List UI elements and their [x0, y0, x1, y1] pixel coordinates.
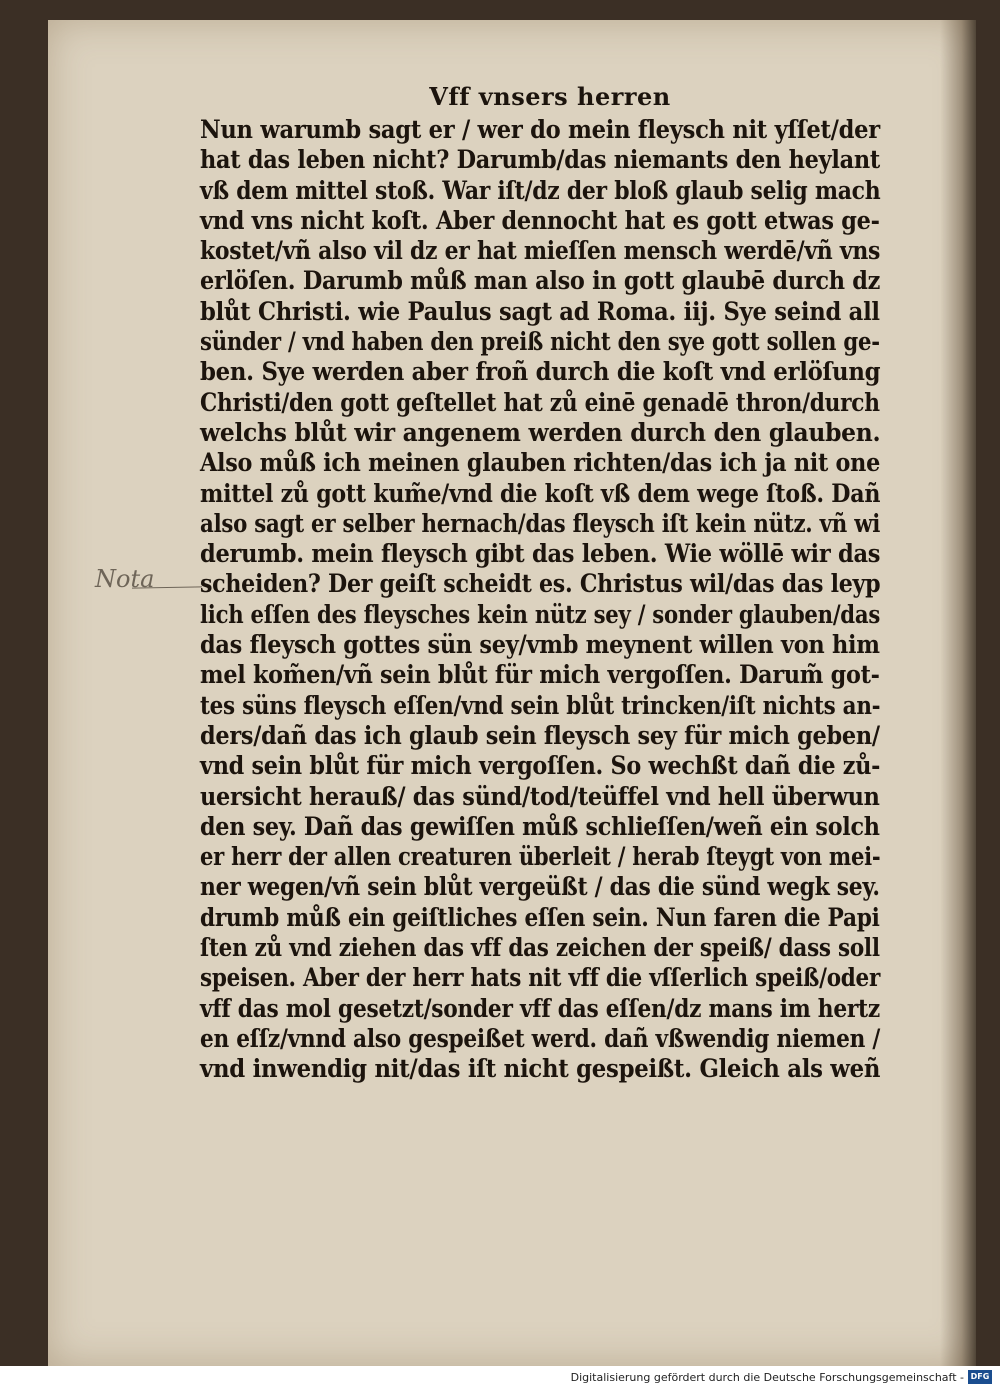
text-line: Also můß ich meinen glauben richten/das ich ja nit one	[200, 448, 881, 478]
text-line: tes süns fleysch eſſen/vnd sein blůt trincken/iſt nichts an-	[200, 690, 881, 720]
text-line: vnd sein blůt für mich vergoſſen. So wechßt dañ die zů-	[200, 751, 881, 781]
text-line: speisen. Aber der herr hats nit vff die vſſerlich speiß/oder	[200, 963, 881, 993]
text-line: blůt Christi. wie Paulus sagt ad Roma. iij. Sye seind all	[200, 296, 880, 326]
text-line: lich eſſen des fleysches kein nütz sey / sonder glauben/das	[200, 599, 881, 629]
text-line: ner wegen/vñ sein blůt vergeüßt / das die sünd wegk sey.	[200, 872, 880, 902]
text-line: er herr der allen creaturen überleit / herab ſteygt von mei-	[200, 842, 881, 872]
text-line: mel kom̃en/vñ sein blůt für mich vergoſſen. Darum̃ got-	[200, 660, 880, 690]
text-line: das fleysch gottes sün sey/vmb meynent willen von him	[200, 630, 880, 660]
text-line: erlöſen. Darumb můß man also in gott glaubē durch dz	[200, 266, 881, 296]
text-line: vnd vns nicht koſt. Aber dennocht hat es gott etwas ge-	[200, 205, 880, 235]
text-line: vff das mol gesetzt/sonder vff das eſſen/dz mans im hertz	[200, 993, 880, 1023]
footer-credit: Digitalisierung gefördert durch die Deutsche Forschungsgemeinschaft -	[570, 1371, 964, 1384]
text-line: ben. Sye werden aber froñ durch die koſt vnd erlöſung	[200, 357, 881, 387]
running-header: Vff vnsers herren	[429, 82, 671, 111]
text-line: vß dem mittel stoß. War iſt/dz der bloß glaub selig mach	[200, 175, 881, 205]
page-gutter-shadow	[940, 20, 976, 1366]
footer-bar	[0, 1366, 1000, 1390]
text-line: drumb můß ein geiſtliches eſſen sein. Nun faren die Papi	[200, 902, 880, 932]
text-line: also sagt er selber hernach/das fleysch iſt kein nütz. vñ wi	[200, 508, 881, 538]
text-line: sünder / vnd haben den preiß nicht den sye gott sollen ge-	[200, 327, 880, 357]
text-line: ſten zů vnd ziehen das vff das zeichen der speiß/ dass soll	[200, 933, 880, 963]
text-line: hat das leben nicht? Darumb/das niemants den heylant	[200, 145, 880, 175]
text-line: derumb. mein fleysch gibt das leben. Wie wöllē wir das	[200, 539, 881, 569]
text-line: uersicht herauß/ das sünd/tod/teüffel vnd hell überwun	[200, 781, 880, 811]
margin-note: Nota	[95, 565, 155, 593]
dfg-logo: DFG	[968, 1370, 992, 1384]
text-line: mittel zů gott kum̃e/vnd die koſt vß dem wege ſtoß. Dañ	[200, 478, 881, 508]
text-line: scheiden? Der geiſt scheidt es. Christus wil/das das leyp	[200, 569, 881, 599]
text-line: Nun warumb sagt er / wer do mein fleysch nit yſſet/der	[200, 115, 880, 144]
text-line: welchs blůt wir angenem werden durch den glauben.	[200, 417, 881, 447]
text-line: ders/dañ das ich glaub sein fleysch sey für mich geben/	[200, 720, 880, 750]
text-lines	[200, 115, 880, 1085]
text-line: den sey. Dañ das gewiſſen můß schlieſſen/weñ ein solch	[200, 811, 880, 841]
text-line: Christi/den gott geſtellet hat zů einē genadē thron/durch	[200, 387, 880, 417]
text-line: en eſſz/vnnd also gespeißet werd. dañ vßwendig niemen /	[200, 1023, 881, 1053]
text-line: kostet/vñ also vil dz er hat mieſſen mensch werdē/vñ vns	[200, 236, 881, 266]
text-line: vnd inwendig nit/das iſt nicht gespeißt. Gleich als weñ	[200, 1054, 881, 1084]
page-text-block	[200, 82, 880, 1085]
